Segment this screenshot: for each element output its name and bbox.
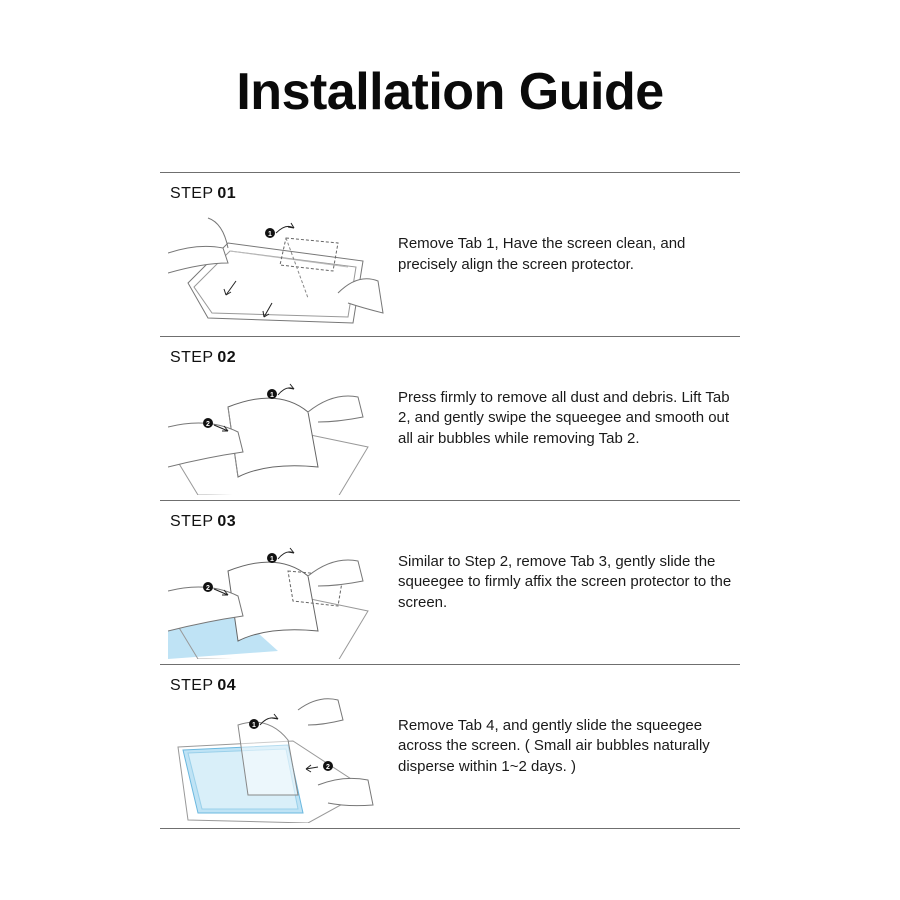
step-01-text: Remove Tab 1, Have the screen clean, and precisely align the screen protector. — [398, 235, 686, 273]
step-label — [170, 185, 236, 203]
svg-text:1: 1 — [270, 556, 274, 563]
step-02-illustration — [168, 367, 388, 495]
step-number: 04 — [217, 677, 236, 694]
step-word: STEP — [170, 349, 214, 366]
step-number: 03 — [217, 513, 236, 530]
marker-1: 1 — [268, 231, 272, 238]
step-01-illustration — [168, 203, 388, 331]
marker-2: 2 — [206, 421, 210, 428]
step-word: STEP — [170, 677, 214, 694]
step-04-illustration — [168, 695, 388, 823]
steps-list — [160, 172, 740, 829]
svg-text:1: 1 — [270, 392, 274, 399]
svg-text:2: 2 — [326, 764, 330, 771]
step-01 — [160, 172, 740, 336]
svg-text:1: 1 — [252, 722, 256, 729]
step-label — [170, 513, 236, 531]
step-03 — [160, 500, 740, 664]
step-02 — [160, 336, 740, 500]
step-04 — [160, 664, 740, 829]
step-number: 02 — [217, 349, 236, 366]
svg-text:2: 2 — [206, 585, 210, 592]
step-word: STEP — [170, 513, 214, 530]
step-04-text: Remove Tab 4, and gently slide the squeegee across the screen. ( Small air bubbles naturally disperse within 1~2 days. ) — [398, 716, 710, 775]
step-label — [170, 349, 236, 367]
step-number: 01 — [217, 185, 236, 202]
step-word: STEP — [170, 185, 214, 202]
page-title: Installation Guide — [236, 63, 664, 121]
step-02-text: Press firmly to remove all dust and debris. Lift Tab 2, and gently swipe the squeegee and smooth out all air bubbles while removing Tab 2. — [398, 388, 730, 447]
step-03-illustration — [168, 531, 388, 659]
step-label — [170, 677, 236, 695]
step-03-text: Similar to Step 2, remove Tab 3, gently slide the squeegee to firmly affix the screen protector to the screen. — [398, 552, 732, 611]
